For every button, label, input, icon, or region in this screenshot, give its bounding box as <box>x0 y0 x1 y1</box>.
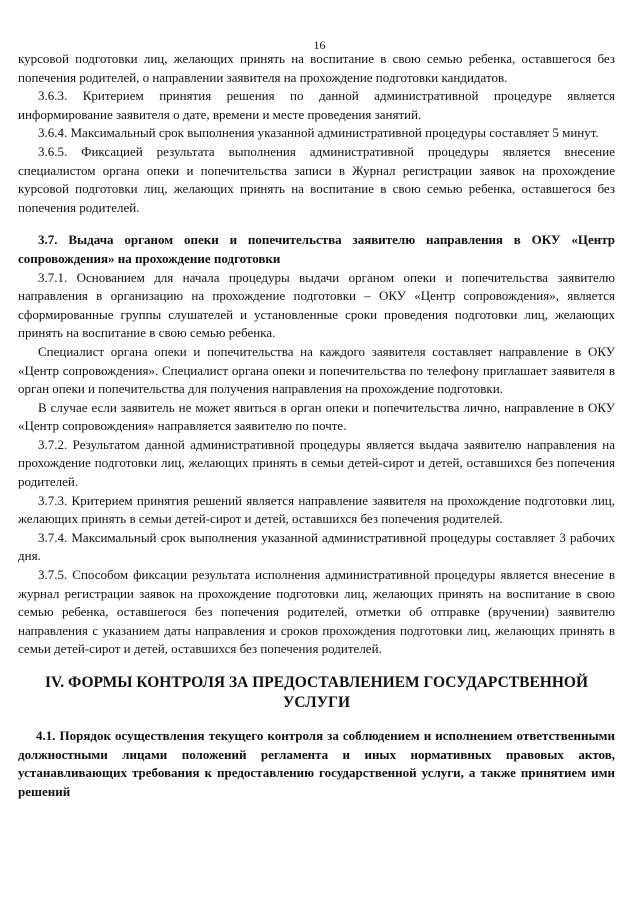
paragraph-specialist: Специалист органа опеки и попечительства на каждого заявителя составляет направление в ОКУ «Центр сопровождения». Специалист органа опеки и попечительства по телефону приглашает заявителя в орган опеки и попечительства для получения направления на прохождение подготовки. <box>18 343 615 397</box>
section-heading-3-7: 3.7. Выдача органом опеки и попечительства заявителю направления в ОКУ «Центр сопровождения» на прохождение подготовки <box>18 232 615 266</box>
paragraph-3-7-2: 3.7.2. Результатом данной административной процедуры является выдача заявителю направления на прохождение подготовки лиц, желающих принять в семьи детей-сирот и детей, оставшихся без попечения родителей. <box>18 436 615 490</box>
spacer <box>18 659 615 673</box>
section-heading-4-1: 4.1. Порядок осуществления текущего контроля за соблюдением и исполнением ответственными должностными лицами положений регламента и иных нормативных правовых актов, устанавливающих требования к предоставлению государственной услуги, а также принятием ими решений <box>18 728 615 799</box>
paragraph-continuation: курсовой подготовки лиц, желающих принять на воспитание в свою семью ребенка, оставшегося без попечения родителей, о направлении заявителя на прохождение подготовки кандидатов. <box>18 51 615 85</box>
paragraph-3-7-4: 3.7.4. Максимальный срок выполнения указанной административной процедуры составляет 3 рабочих дня. <box>18 529 615 564</box>
page-number: 16 <box>313 38 326 52</box>
paragraph-3-6-4: 3.6.4. Максимальный срок выполнения указанной административной процедуры составляет 5 минут. <box>38 125 599 141</box>
paragraph-3-6-3: 3.6.3. Критерием принятия решения по данной административной процедуре является информирование заявителя о дате, времени и месте проведения занятий. <box>18 88 615 122</box>
paragraph-3-6-5: 3.6.5. Фиксацией результата выполнения административной процедуры является внесение специалистом органа опеки и попечительства записи в Журнал регистрации заявок на прохождение курсовой подготовки лиц, желающих принять на воспитание в свою семью ребенка, оставшегося без попечения родителей. <box>18 143 615 215</box>
document-body <box>18 50 615 801</box>
spacer <box>18 713 615 727</box>
paragraph-by-mail: В случае если заявитель не может явиться в орган опеки и попечительства лично, направление в ОКУ «Центр сопровождения» направляется заявителю по почте. <box>18 399 615 434</box>
spacer <box>18 217 615 231</box>
chapter-heading-iv: IV. ФОРМЫ КОНТРОЛЯ ЗА ПРЕДОСТАВЛЕНИЕМ ГОСУДАРСТВЕННОЙ УСЛУГИ <box>44 674 589 711</box>
paragraph-3-7-5: 3.7.5. Способом фиксации результата исполнения административной процедуры является внесение в журнал регистрации заявок на прохождение подготовки лиц, желающих принять на воспитание в свою семью ребенка, оставшегося без попечения родителей, отметки об отправке (вручении) заявителю направления с указанием даты направления и сроков прохождения подготовки лиц, желающих принять в семьи детей-сирот и детей, оставшихся без попечения родителей. <box>18 567 615 657</box>
paragraph-3-7-3: 3.7.3. Критерием принятия решений является направление заявителя на прохождение подготовки лиц, желающих принять в семьи детей-сирот и детей, оставшихся без попечения родителей. <box>18 492 615 527</box>
paragraph-3-7-1: 3.7.1. Основанием для начала процедуры выдачи органом опеки и попечительства заявителю направления в организацию на прохождение подготовки – ОКУ «Центр сопровождения», является сформированные группы слушателей и установленные сроки проведения подготовки лиц, желающих принять на воспитание в свою семью ребенка. <box>18 269 615 341</box>
